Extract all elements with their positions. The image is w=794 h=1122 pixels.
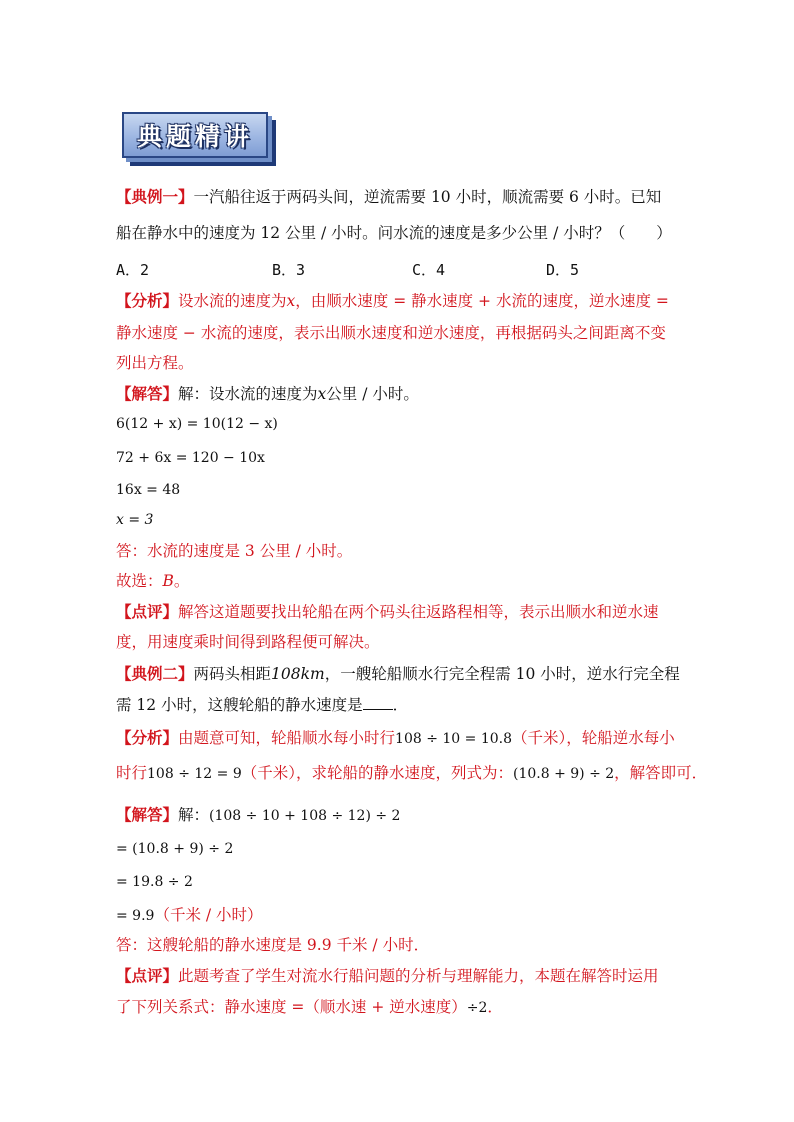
example1-question-line2: 船在静水中的速度为 12 公里 / 小时。问水流的速度是多少公里 / 小时？（ ） [116, 224, 672, 242]
question-text: ，一艘轮船顺水行完全程需 10 小时，逆水行完全程 [324, 665, 680, 683]
solution-text: 解：设水流的速度为 [178, 385, 318, 403]
solution-variable: x [317, 385, 327, 403]
example1-comment-tag: 【点评】 [116, 602, 179, 621]
example2-analysis-tag: 【分析】 [116, 728, 179, 747]
analysis-text: （千米），轮船逆水每小 [512, 729, 675, 747]
example1-solution-intro [116, 383, 419, 405]
example1-solution-tag: 【解答】 [116, 384, 179, 403]
question-text: ． [392, 696, 409, 714]
example1-analysis-line1 [116, 290, 669, 312]
question-distance: 108km [271, 665, 325, 683]
example1-answer: 答：水流的速度是 3 公里 / 小时。 [116, 542, 353, 560]
analysis-variable: x [286, 292, 296, 310]
example1-tag: 【典例一】 [116, 187, 194, 206]
example1-comment-line1 [116, 601, 659, 623]
example1-step-2: 72 + 6x = 120 − 10x [116, 450, 265, 466]
example1-analysis-tag: 【分析】 [116, 291, 179, 310]
comment-formula: ÷2 [466, 1000, 488, 1016]
analysis-text: 时行 [116, 764, 148, 782]
choice-text: 。 [173, 572, 190, 590]
example2-solution-line [116, 804, 400, 827]
example1-step-1: 6(12 + x) = 10(12 − x) [116, 416, 278, 432]
analysis-formula: 108 ÷ 12 = 9 [147, 766, 242, 782]
step-value: = 9.9 [116, 908, 155, 924]
example2-comment-line1 [116, 965, 659, 987]
option-a: A．2 [116, 261, 150, 279]
example1-q1: 一汽船往返于两码头间，逆流需要 10 小时，顺流需要 6 小时。已知 [193, 188, 662, 206]
example1-comment-line2: 度，用速度乘时间得到路程便可解决。 [116, 633, 380, 651]
analysis-text: ，解答即可． [614, 764, 708, 782]
solution-formula: (108 ÷ 10 + 108 ÷ 12) ÷ 2 [209, 808, 401, 824]
choice-letter: B [162, 572, 174, 590]
example1-step-3: 16x = 48 [116, 482, 181, 498]
comment-text: ． [487, 998, 503, 1016]
analysis-text: 由题意可知，轮船顺水每小时行 [178, 729, 396, 747]
example2-comment-tag: 【点评】 [116, 966, 179, 985]
solution-text: 解： [178, 806, 210, 824]
example2-analysis-line2 [116, 762, 707, 785]
answer-blank [363, 695, 393, 710]
example2-comment-line2 [116, 996, 503, 1019]
example1-question-line1 [116, 186, 661, 208]
example2-analysis-line1 [116, 727, 675, 750]
example1-analysis-line3: 列出方程。 [116, 354, 194, 372]
example2-step-2: = 19.8 ÷ 2 [116, 874, 193, 890]
option-b: B．3 [272, 261, 306, 279]
analysis-formula: (10.8 + 9) ÷ 2 [513, 766, 615, 782]
section-title: 典题精讲 [136, 122, 253, 151]
analysis-text: （千米），求轮船的静水速度，列式为： [241, 764, 513, 782]
example2-step-1: = (10.8 + 9) ÷ 2 [116, 841, 234, 857]
comment-text: 此题考查了学生对流水行船问题的分析与理解能力，本题在解答时运用 [178, 967, 659, 985]
example2-step-3 [116, 904, 263, 927]
step-unit: （千米 / 小时） [154, 906, 263, 924]
analysis-text: 设水流的速度为 [178, 292, 287, 310]
example1-choice [116, 570, 189, 592]
example1-step-4: x = 3 [116, 512, 154, 528]
option-c: C．4 [412, 261, 446, 279]
example2-solution-tag: 【解答】 [116, 805, 179, 824]
option-d: D．5 [546, 261, 580, 279]
section-banner [122, 112, 268, 158]
comment-text: 解答这道题要找出轮船在两个码头往返路程相等，表示出顺水和逆水速 [178, 603, 659, 621]
analysis-text: ，由顺水速度 = 静水速度 + 水流的速度，逆水速度 = [295, 292, 669, 310]
analysis-formula: 108 ÷ 10 = 10.8 [395, 731, 513, 747]
example2-answer: 答：这艘轮船的静水速度是 9.9 千米 / 小时． [116, 936, 430, 954]
solution-text: 公里 / 小时。 [326, 385, 419, 403]
question-text: 需 12 小时，这艘轮船的静水速度是 [116, 696, 363, 714]
example1-analysis-line2: 静水速度 − 水流的速度，表示出顺水速度和逆水速度，再根据码头之间距离不变 [116, 324, 666, 342]
comment-text: 了下列关系式：静水速度 =（顺水速 + 逆水速度） [116, 998, 467, 1016]
example2-tag: 【典例二】 [116, 664, 194, 683]
question-text: 两码头相距 [193, 665, 272, 683]
choice-text: 故选： [116, 572, 163, 590]
example2-question-line1 [116, 663, 680, 685]
example2-question-line2 [116, 694, 408, 716]
